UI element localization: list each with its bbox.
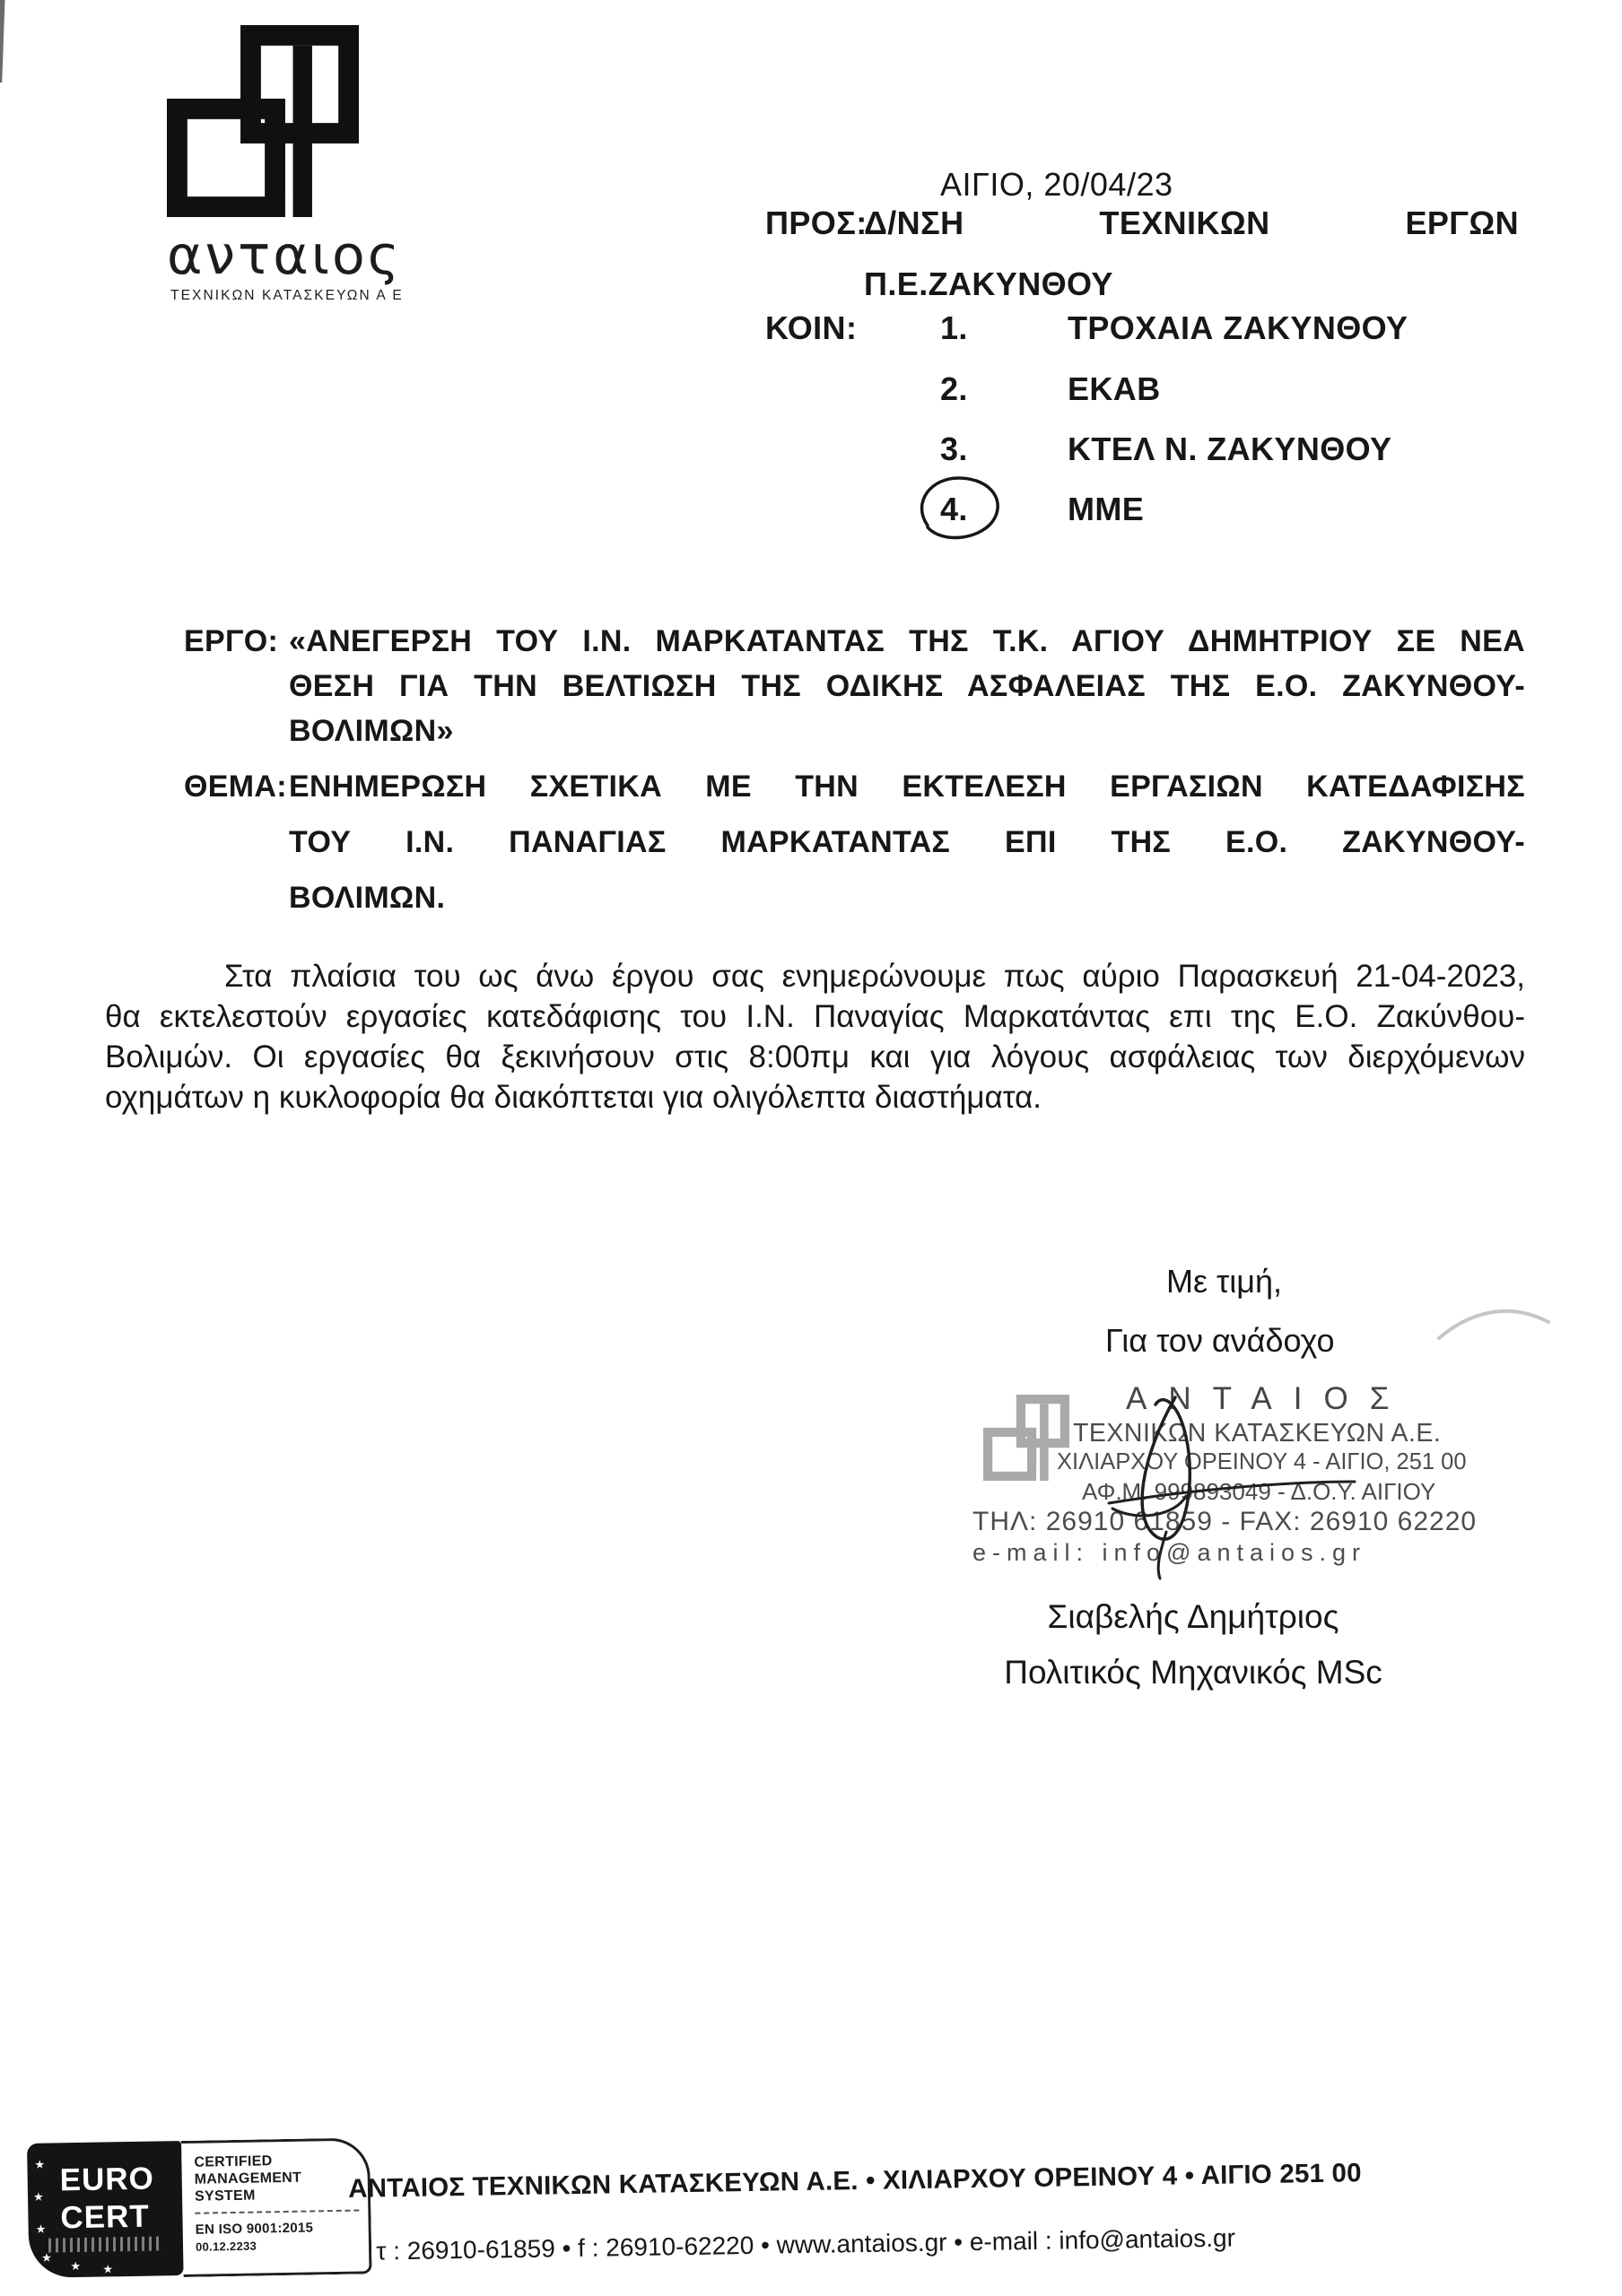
cert-iso: EN ISO 9001:2015 [195,2220,314,2238]
body-line: Βολιμών. Οι εργασίες θα ξεκινήσουν στις 8:00πμ και για λόγους ασφάλειας των διερχόμενων [105,1039,1525,1074]
subject-line: ΒΟΛΙΜΩΝ. [289,881,446,915]
to-label: ΠΡΟΣ: [765,204,868,241]
project-line: ΒΟΛΙΜΩΝ» [289,714,454,748]
eurocert-badge-left [27,2141,184,2278]
stamp-title: ΑΝΤΑΙΟΣ [1126,1381,1411,1416]
scan-edge-artifact [0,0,5,83]
subject-line: ΕΝΗΜΕΡΩΣΗ ΣΧΕΤΙΚΑ ΜΕ ΤΗΝ ΕΚΤΕΛΕΣΗ ΕΡΓΑΣΙΩΝ ΚΑΤΕΔΑΦΙΣΗΣ [289,770,1525,804]
body-line: οχημάτων η κυκλοφορία θα διακόπτεται για ολιγόλεπτα διαστήματα. [105,1080,1042,1115]
subject-line: ΤΟΥ Ι.Ν. ΠΑΝΑΓΙΑΣ ΜΑΡΚΑΤΑΝΤΑΣ ΕΠΙ ΤΗΣ Ε.Ο. ΖΑΚΥΝΘΟΥ- [289,825,1525,859]
eurocert-texture [48,2236,163,2252]
star-icon: ★ [32,2189,44,2204]
subject-label: ΘΕΜΑ: [184,770,287,804]
stamp-line: ΤΕΧΝΙΚΩΝ ΚΑΤΑΣΚΕΥΩΝ Α.Ε. [1073,1419,1442,1448]
project-text [289,619,1525,753]
body-paragraph [105,956,1525,1118]
signatory-block [987,1598,1400,1692]
body-line: Στα πλαίσια του ως άνω έργου σας ενημερώνουμε πως αύριο Παρασκευή 21-04-2023, [224,959,1525,994]
subject-text [289,759,1525,926]
closing-salutation: Με τιμή, [1166,1263,1283,1300]
cert-divider [195,2210,359,2214]
cc-item-number: 2. [940,370,968,407]
footer-company-line: ΑΝΤΑΙΟΣ ΤΕΧΝΙΚΩΝ ΚΑΤΑΣΚΕΥΩΝ Α.Ε. • ΧΙΛΙΑΡΧΟΥ ΟΡΕΙΝΟΥ 4 • ΑΙΓΙΟ 251 00 [348,2158,1363,2204]
to-recipient-line2: Π.Ε.ΖΑΚΥΝΘΟΥ [864,265,1113,302]
brand-wordmark: ανταιος [167,224,402,287]
letter-date: ΑΙΓΙΟ, 20/04/23 [940,166,1173,203]
star-icon: ★ [41,2250,53,2265]
stamp-line: e-mail: info@antaios.gr [972,1539,1367,1566]
cc-item-number: 3. [940,430,968,467]
cc-item-number: 4. [940,491,968,527]
stamp-line: ΧΙΛΙΑΡΧΟΥ ΟΡΕΙΝΟΥ 4 - ΑΙΓΙΟ, 251 00 [1057,1449,1467,1474]
cc-item-name: ΚΤΕΛ Ν. ΖΑΚΥΝΘΟΥ [1068,430,1392,467]
scan-smudge [1432,1297,1557,1351]
project-line: ΘΕΣΗ ΓΙΑ ΤΗΝ ΒΕΛΤΙΩΣΗ ΤΗΣ ΟΔΙΚΗΣ ΑΣΦΑΛΕΙΑΣ ΤΗΣ Ε.Ο. ΖΑΚΥΝΘΟΥ- [289,669,1525,703]
footer-text-block [348,2158,1363,2266]
signatory-title: Πολιτικός Μηχανικός MSc [1004,1654,1382,1691]
eurocert-brand-line1: EURO [59,2161,155,2198]
stamp-line: ΑΦ.Μ. 999893049 - Δ.Ο.Υ. ΑΙΓΙΟΥ [1082,1478,1436,1505]
cert-code: 00.12.2233 [195,2239,257,2254]
signatory-name: Σιαβελής Δημήτριος [1047,1598,1339,1635]
cc-item-name: ΕΚΑΒ [1068,370,1161,407]
eurocert-brand-line2: CERT [60,2198,151,2236]
cc-label: ΚΟΙΝ: [765,309,858,346]
to-recipient-line1: Δ/ΝΣΗ ΤΕΧΝΙΚΩΝ ΕΡΓΩΝ [864,204,1519,241]
cc-item-number: 1. [940,309,968,346]
antaios-logo-mark [167,25,359,217]
footer-contact-line: τ : 26910-61859 • f : 26910-62220 • www.antaios.gr • e-mail : info@antaios.gr [376,2223,1236,2266]
stamp-line: ΤΗΛ: 26910 61859 - FAX: 26910 62220 [972,1507,1478,1536]
project-line: «ΑΝΕΓΕΡΣΗ ΤΟΥ Ι.Ν. ΜΑΡΚΑΤΑΝΤΑΣ ΤΗΣ Τ.Κ. ΑΓΙΟΥ ΔΗΜΗΤΡΙΟΥ ΣΕ ΝΕΑ [289,624,1525,658]
star-icon: ★ [35,2222,47,2236]
certified-line: SYSTEM [194,2187,256,2205]
cc-item-name: ΜΜΕ [1068,491,1145,527]
handwritten-circle-annotation [908,468,1008,544]
eurocert-badge [27,2137,372,2280]
body-line: θα εκτελεστούν εργασίες κατεδάφισης του Ι.Ν. Παναγίας Μαρκατάντας επι της Ε.Ο. Ζακύνθου- [105,999,1525,1034]
star-icon: ★ [102,2262,114,2276]
eurocert-badge-right [181,2137,372,2277]
star-icon: ★ [70,2258,82,2274]
cc-item-name: ΤΡΟΧΑΙΑ ΖΑΚΥΝΘΟΥ [1068,309,1408,346]
closing-for-contractor: Για τον ανάδοχο [1105,1322,1335,1359]
signature-scribble [1059,1377,1417,1592]
company-logo-block [167,25,404,304]
certified-line: CERTIFIED [194,2153,273,2170]
brand-tagline: ΤΕΧΝΙΚΩΝ ΚΑΤΑΣΚΕΥΩΝ Α Ε [170,288,404,303]
certified-line: MANAGEMENT [194,2170,302,2187]
project-label: ΕΡΓΟ: [184,624,279,658]
star-icon: ★ [34,2157,46,2171]
